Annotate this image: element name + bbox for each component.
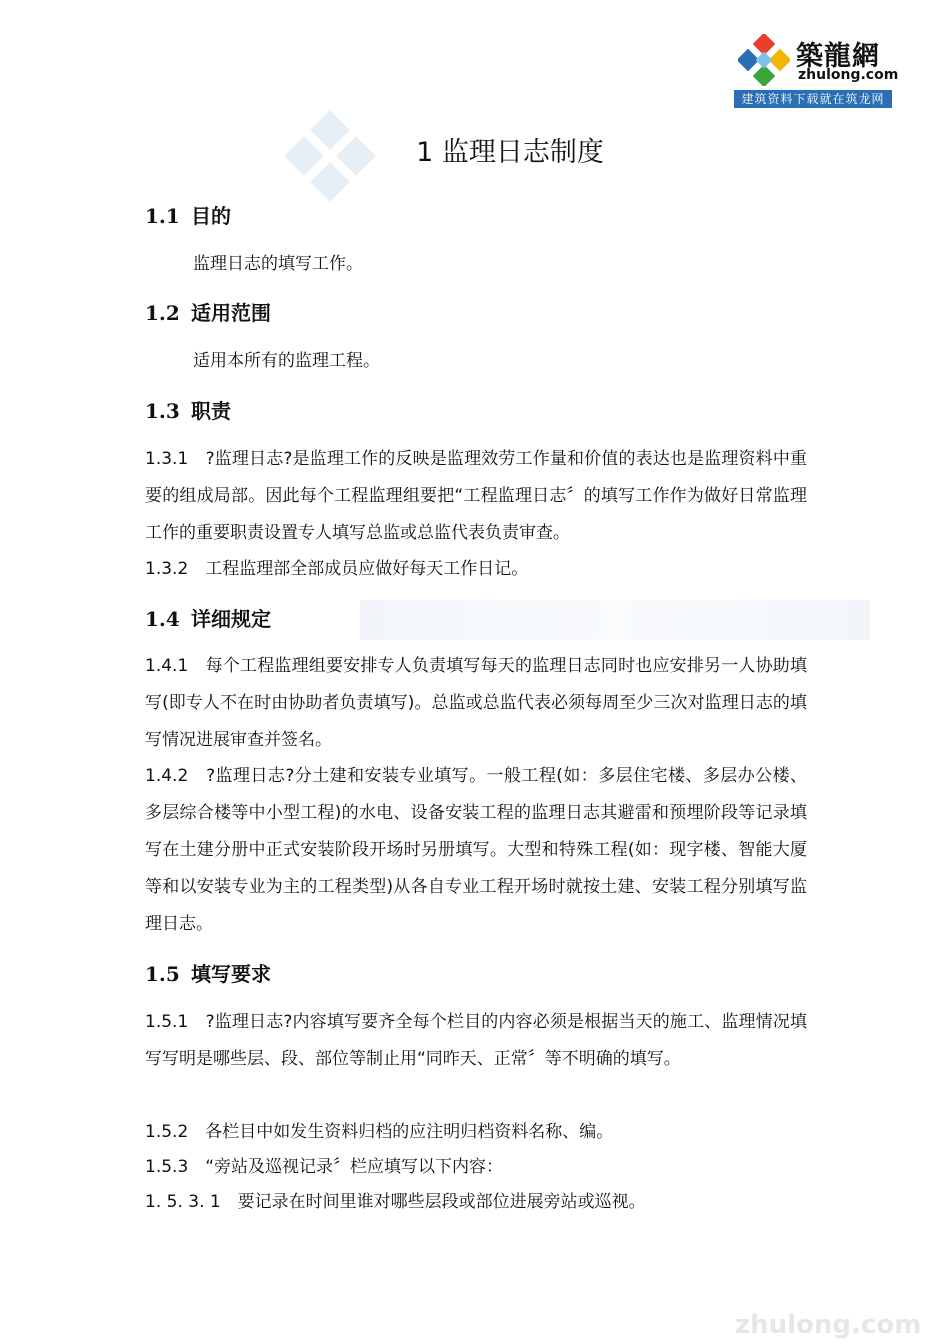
section-heading	[145, 603, 271, 632]
section-number: 1.5	[145, 962, 180, 986]
flower-logo-icon	[738, 34, 790, 86]
section-number: 1.4	[145, 607, 180, 631]
section-heading	[145, 297, 271, 326]
section-title: 目的	[191, 204, 231, 228]
section-title: 填写要求	[191, 962, 271, 986]
clause-1-3-1: 1.3.1 ?监理日志?是监理工作的反映是监理效劳工作量和价值的表达也是监理资料中重要的组成局部。因此每个工程监理组要把“工程监理日志〞的填写工作作为做好日常监理工作的重要职责设置专人填写总监或总监代表负责审查。	[145, 449, 807, 543]
paragraph: 适用本所有的监理工程。	[193, 351, 380, 371]
section-number: 1.3	[145, 399, 180, 423]
section-title: 职责	[191, 399, 231, 423]
clause-1-4-1: 1.4.1 每个工程监理组要安排专人负责填写每天的监理日志同时也应安排另一人协助填写(即专人不在时由协助者负责填写)。总监或总监代表必须每周至少三次对监理日志的填写情况进展审查并签名。	[145, 656, 807, 750]
watermark-band	[360, 600, 870, 640]
clause-1-4-2: 1.4.2 ?监理日志?分土建和安装专业填写。一般工程(如：多层住宅楼、多层办公楼、多层综合楼等中小型工程)的水电、设备安装工程的监理日志其避雷和预埋阶段等记录填写在土建分册中正式安装阶段开场时另册填写。大型和特殊工程(如：现字楼、智能大厦等和以安装专业为主的工程类型)从各自专业工程开场时就按土建、安装工程分别填写监理日志。	[145, 766, 807, 934]
clause-1-5-3: 1.5.3 “旁站及巡视记录〞栏应填写以下内容：	[145, 1157, 504, 1177]
logo-domain: zhulong.com	[798, 67, 899, 83]
clause-1-3-2: 1.3.2 工程监理部全部成员应做好每天工作日记。	[145, 559, 529, 579]
page-title: 1 监理日志制度	[416, 137, 604, 168]
section-title: 详细规定	[191, 607, 271, 631]
section-number: 1.1	[145, 204, 180, 228]
section-heading	[145, 200, 231, 229]
zhulong-logo	[734, 30, 899, 108]
watermark-text: zhulong.com	[735, 1310, 922, 1340]
clause-1-5-1: 1.5.1 ?监理日志?内容填写要齐全每个栏目的内容必须是根据当天的施工、监理情况填写写明是哪些层、段、部位等制止用“同昨天、正常〞等不明确的填写。	[145, 1012, 807, 1069]
section-heading	[145, 395, 231, 424]
paragraph: 监理日志的填写工作。	[193, 254, 363, 274]
logo-name: 築龍網	[796, 41, 880, 72]
logo-slogan: 建筑资料下载就在筑龙网	[734, 90, 892, 108]
clause-1-5-3-1: 1. 5. 3. 1 要记录在时间里谁对哪些层段或部位进展旁站或巡视。	[145, 1192, 646, 1212]
section-title: 适用范围	[191, 301, 271, 325]
section-number: 1.2	[145, 301, 180, 325]
section-heading	[145, 958, 271, 987]
clause-1-5-2: 1.5.2 各栏目中如发生资料归档的应注明归档资料名称、编。	[145, 1122, 614, 1142]
